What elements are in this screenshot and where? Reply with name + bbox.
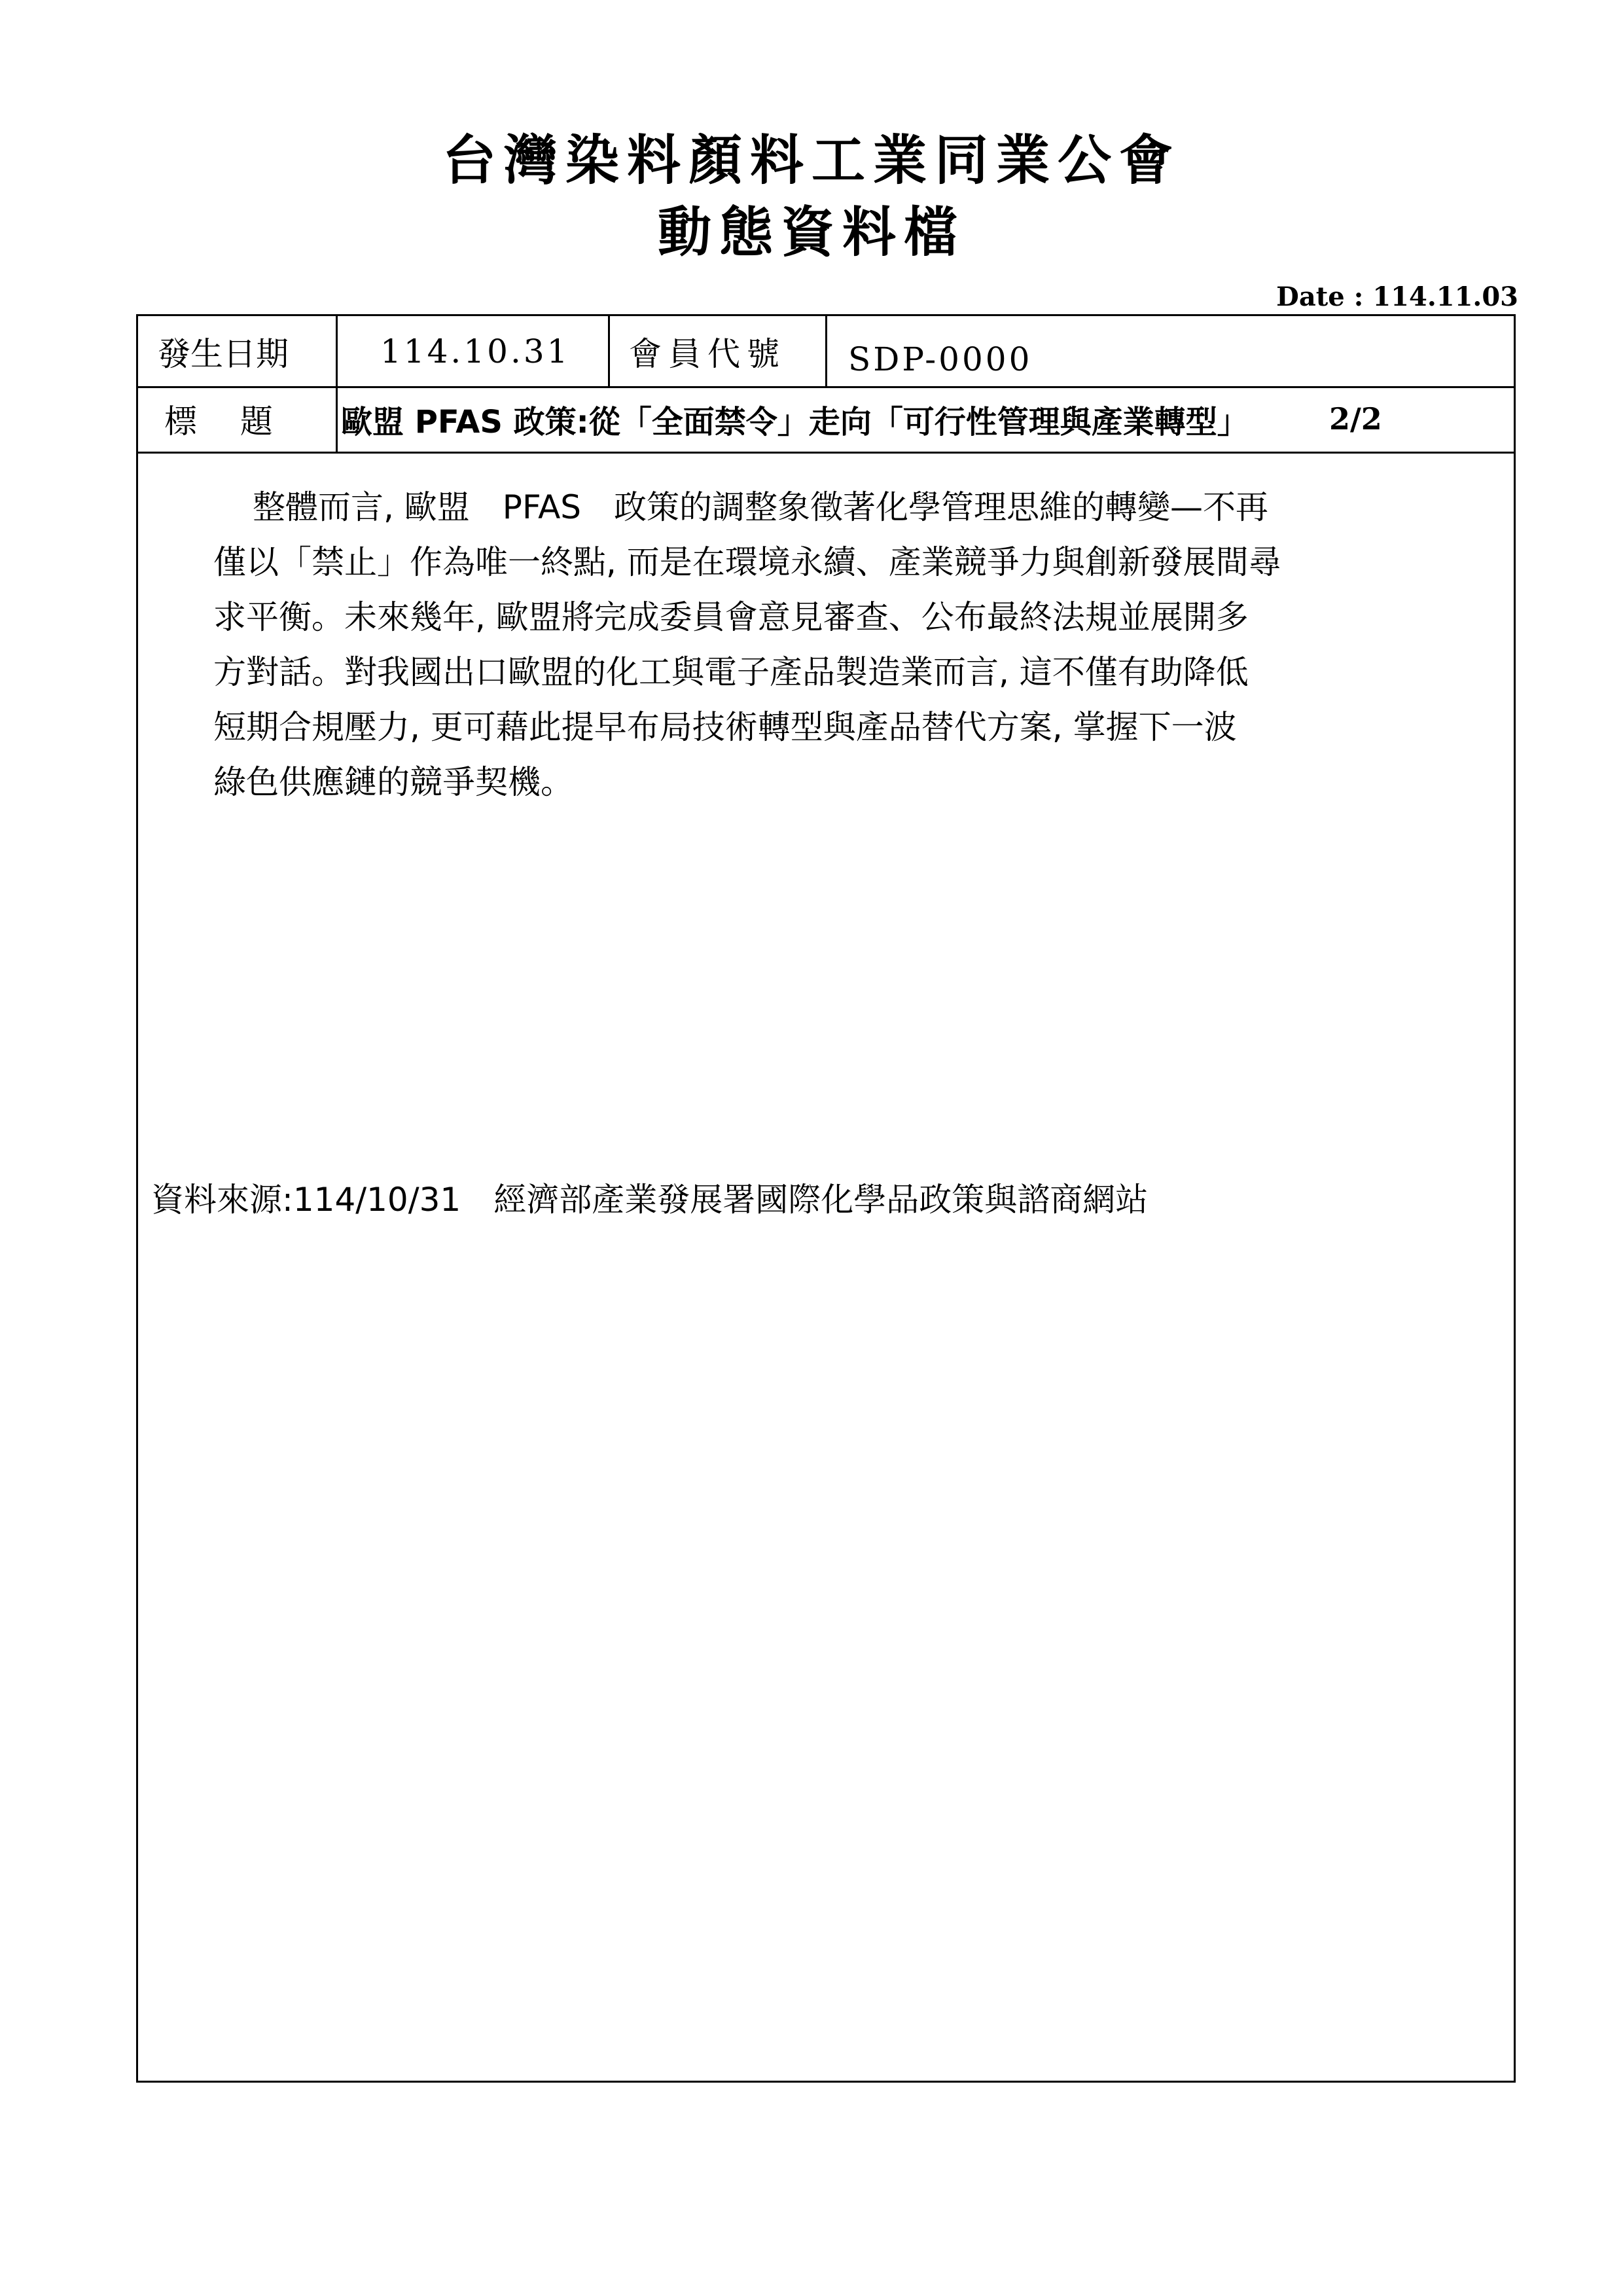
content-line: 方對話。對我國出口歐盟的化工與電子產品製造業而言, 這不僅有助降低 (213, 653, 1249, 691)
content-line: 整體而言, 歐盟 PFAS 政策的調整象徵著化學管理思維的轉變—不再 (253, 488, 1269, 526)
subject-label: 標 題 (164, 403, 273, 440)
member-code-label: 會員代號 (629, 334, 786, 373)
occurrence-date-label: 發生日期 (158, 334, 289, 373)
col-divider-1 (336, 316, 338, 452)
subject-value: 歐盟 PFAS 政策:從「全面禁令」走向「可行性管理與產業轉型」 (341, 403, 1249, 440)
issue-date: Date : 114.11.03 (1276, 281, 1518, 312)
content-line: 求平衡。未來幾年, 歐盟將完成委員會意見審查、公布最終法規並展開多 (213, 598, 1249, 636)
content-line: 綠色供應鏈的競爭契機。 (213, 763, 573, 801)
member-code-value: SDP-0000 (848, 340, 1033, 378)
occurrence-date-value: 114.10.31 (380, 332, 571, 370)
content-paragraph (213, 480, 1516, 810)
source-citation: 資料來源:114/10/31 經濟部產業發展署國際化學品政策與諮商網站 (151, 1181, 1149, 1219)
association-title: 台灣染料顏料工業同業公會 (442, 130, 1181, 192)
page-indicator: 2/2 (1329, 401, 1382, 437)
col-divider-2 (608, 316, 610, 386)
content-line: 短期合規壓力, 更可藉此提早布局技術轉型與產品替代方案, 掌握下一波 (213, 708, 1237, 746)
content-line: 僅以「禁止」作為唯一終點, 而是在環境永續、產業競爭力與創新發展間尋 (213, 543, 1281, 581)
col-divider-3 (825, 316, 827, 386)
document-title: 動態資料檔 (657, 202, 965, 264)
record-table (136, 314, 1516, 2083)
row-divider-2 (138, 452, 1514, 454)
